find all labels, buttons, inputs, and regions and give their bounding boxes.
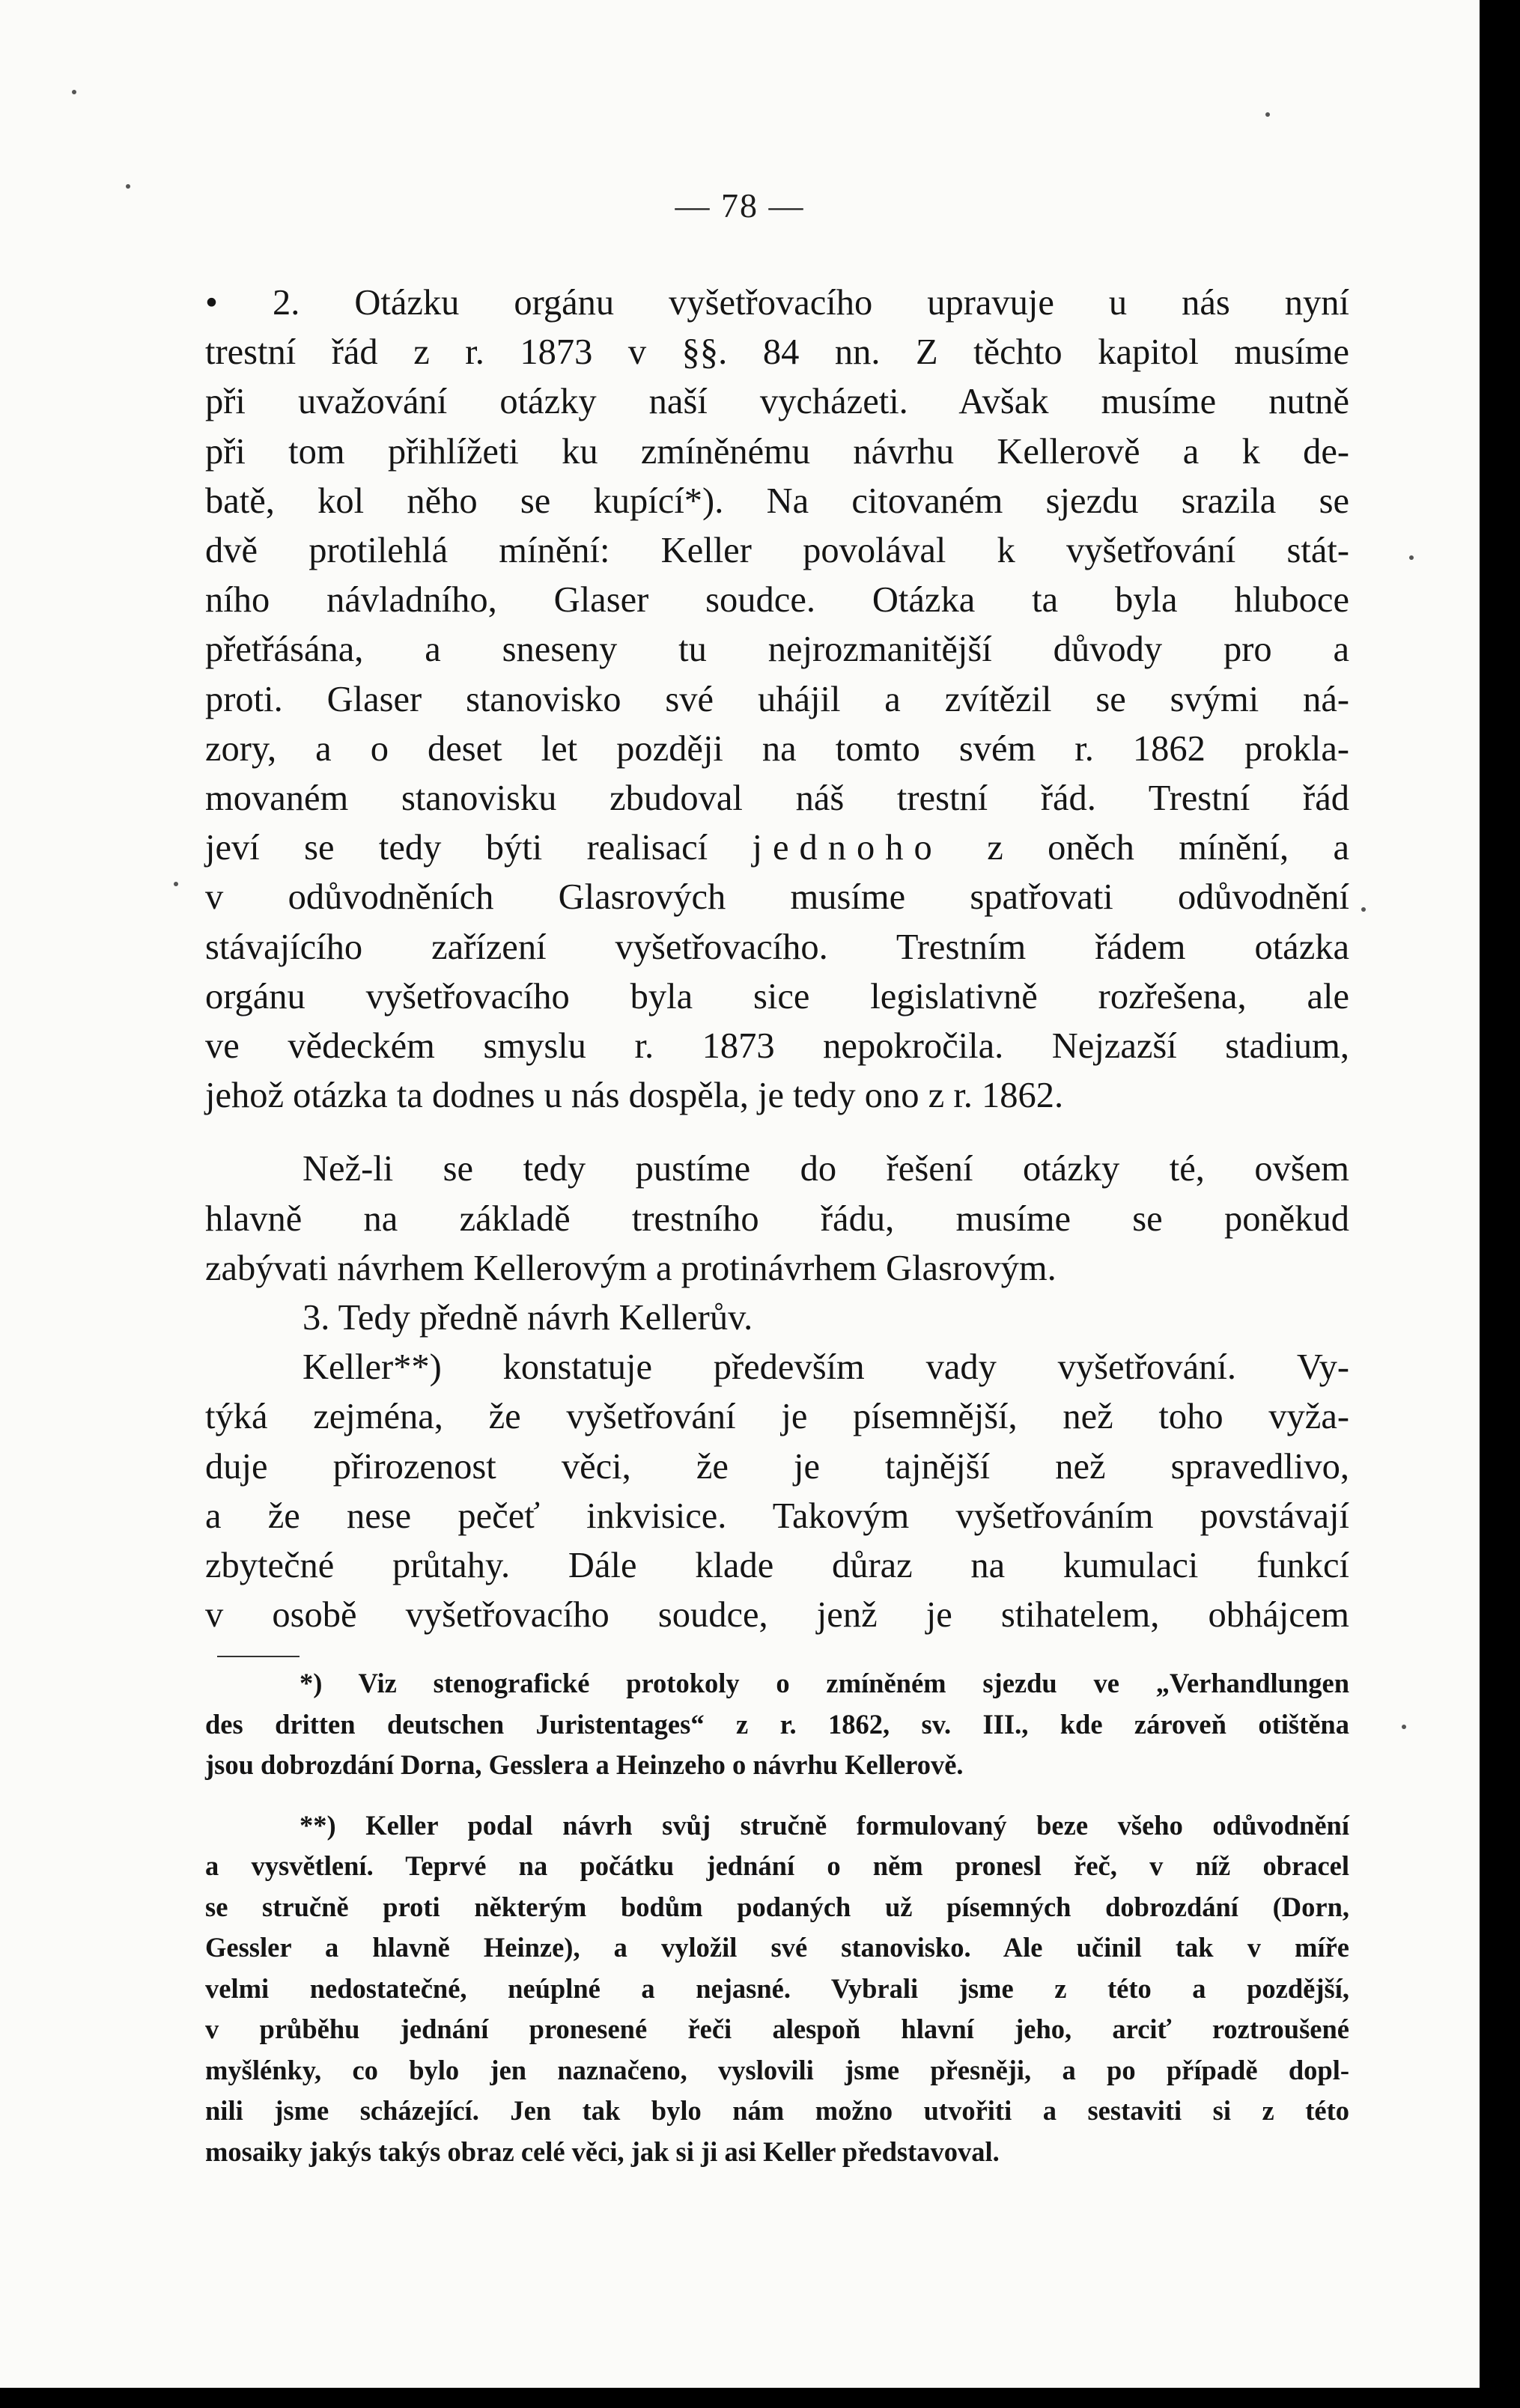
page-number: — 78 — [675,186,805,225]
scan-speck [174,882,178,886]
emphasized-word: jednoho [752,828,943,868]
footnote-line: **) Keller podal návrh svůj stručně formulovaný beze všeho odůvodnění [300,1809,1349,1841]
text-line: proti. Glaser stanovisko své uhájil a zvítězil se svými ná- [205,679,1349,719]
footnote-line: *) Viz stenografické protokoly o zmíněném sjezdu ve „Verhandlungen [300,1668,1349,1698]
text-line: trestní řád z r. 1873 v §§. 84 nn. Z těchto kapitol musíme [205,332,1349,373]
text-line: zabývati návrhem Kellerovým a protinávrhem Glasrovým. [205,1248,1057,1288]
text-line: batě, kol něho se kupící*). Na citovaném sjezdu srazila se [205,481,1349,521]
text-line: v osobě vyšetřovacího soudce, jenž je stihatelem, obhájcem [205,1595,1349,1636]
text-line: při uvažování otázky naší vycházeti. Avšak musíme nutně [205,382,1349,422]
scan-edge-bottom [0,2388,1520,2408]
scan-speck [1402,1725,1406,1729]
text-line: duje přirozenost věci, že je tajnější než spravedlivo, [205,1446,1349,1487]
text-fragment: jeví se tedy býti realisací [205,828,708,868]
text-line: při tom přihlížeti ku zmíněnému návrhu Kellerově a k de- [205,431,1349,472]
text-line: jehož otázka ta dodnes u nás dospěla, je tedy ono z r. 1862. [205,1076,1064,1116]
text-line: ního návladního, Glaser soudce. Otázka ta byla hluboce [205,580,1349,621]
footnote-line: Gessler a hlavně Heinze), a vyložil své stanovisko. Ale učinil tak v míře [205,1932,1349,1963]
text-line: dvě protilehlá mínění: Keller povolával k vyšetřování stát- [205,531,1349,571]
text-line: Keller**) konstatuje především vady vyšetřování. Vy- [303,1347,1349,1388]
scan-speck [126,184,130,189]
footnote-divider [217,1656,300,1657]
text-line: ve vědeckém smyslu r. 1873 nepokročila. Nejzazší stadium, [205,1026,1349,1067]
text-line: stávajícího zařízení vyšetřovacího. Trestním řádem otázka [205,927,1349,967]
text-line: zory, a o deset let později na tomto svém r. 1862 prokla- [205,728,1349,769]
text-fragment: z oněch mínění, a [987,828,1350,868]
scan-speck [1409,555,1414,560]
main-text [205,278,1349,1640]
scan-speck [1361,907,1366,912]
scan-edge-right [1484,0,1520,2408]
text-line: zbytečné průtahy. Dále klade důraz na kumulaci funkcí [205,1546,1349,1586]
text-line [205,823,1349,873]
footnote-line: se stručně proti některým bodům podaných už písemných dobrozdání (Dorn, [205,1891,1349,1922]
scan-speck [1265,112,1270,117]
text-line: Než-li se tedy pustíme do řešení otázky té, ovšem [303,1149,1349,1189]
footnote-line: velmi nedostatečné, neúplné a nejasné. Vybrali jsme z této a pozdější, [205,1972,1349,2004]
text-line: přetřásána, a sneseny tu nejrozmanitější důvody pro a [205,630,1349,670]
text-line: hlavně na základě trestního řádu, musíme se poněkud [205,1198,1349,1239]
footnote-line: myšlénky, co bylo jen naznačeno, vyslovili jsme přesněji, a po případě dopl- [205,2054,1349,2085]
text-line: • 2. Otázku orgánu vyšetřovacího upravuje u nás nyní [205,283,1349,323]
text-line: v odůvodněních Glasrových musíme spatřovati odůvodnění [205,877,1349,918]
scan-speck [72,90,76,94]
text-line: týká zejména, že vyšetřování je písemnější, než toho vyža- [205,1397,1349,1437]
footnote-line: a vysvětlení. Teprvé na počátku jednání o něm pronesl řeč, v níž obracel [205,1850,1349,1881]
footnote-line: v průběhu jednání pronesené řeči alespoň hlavní jeho, arciť roztroušené [205,2014,1349,2044]
footnote-line: nili jsme scházející. Jen tak bylo nám možno utvořiti a sestaviti si z této [205,2095,1349,2126]
section-heading: 3. Tedy předně návrh Kellerův. [303,1298,753,1338]
footnote-line: mosaiky jakýs takýs obraz celé věci, jak si ji asi Keller představoval. [205,2136,1000,2167]
footnote-line: jsou dobrozdání Dorna, Gesslera a Heinzeho o návrhu Kellerově. [205,1749,964,1780]
footnotes [205,1663,1349,2172]
text-line: movaném stanovisku zbudoval náš trestní řád. Trestní řád [205,778,1349,819]
text-line: orgánu vyšetřovacího byla sice legislativně rozřešena, ale [205,976,1349,1016]
text-line: a že nese pečeť inkvisice. Takovým vyšetřováním povstávají [205,1496,1349,1536]
footnote-line: des dritten deutschen Juristentages“ z r. 1862, sv. III., kde zároveň otištěna [205,1708,1349,1740]
